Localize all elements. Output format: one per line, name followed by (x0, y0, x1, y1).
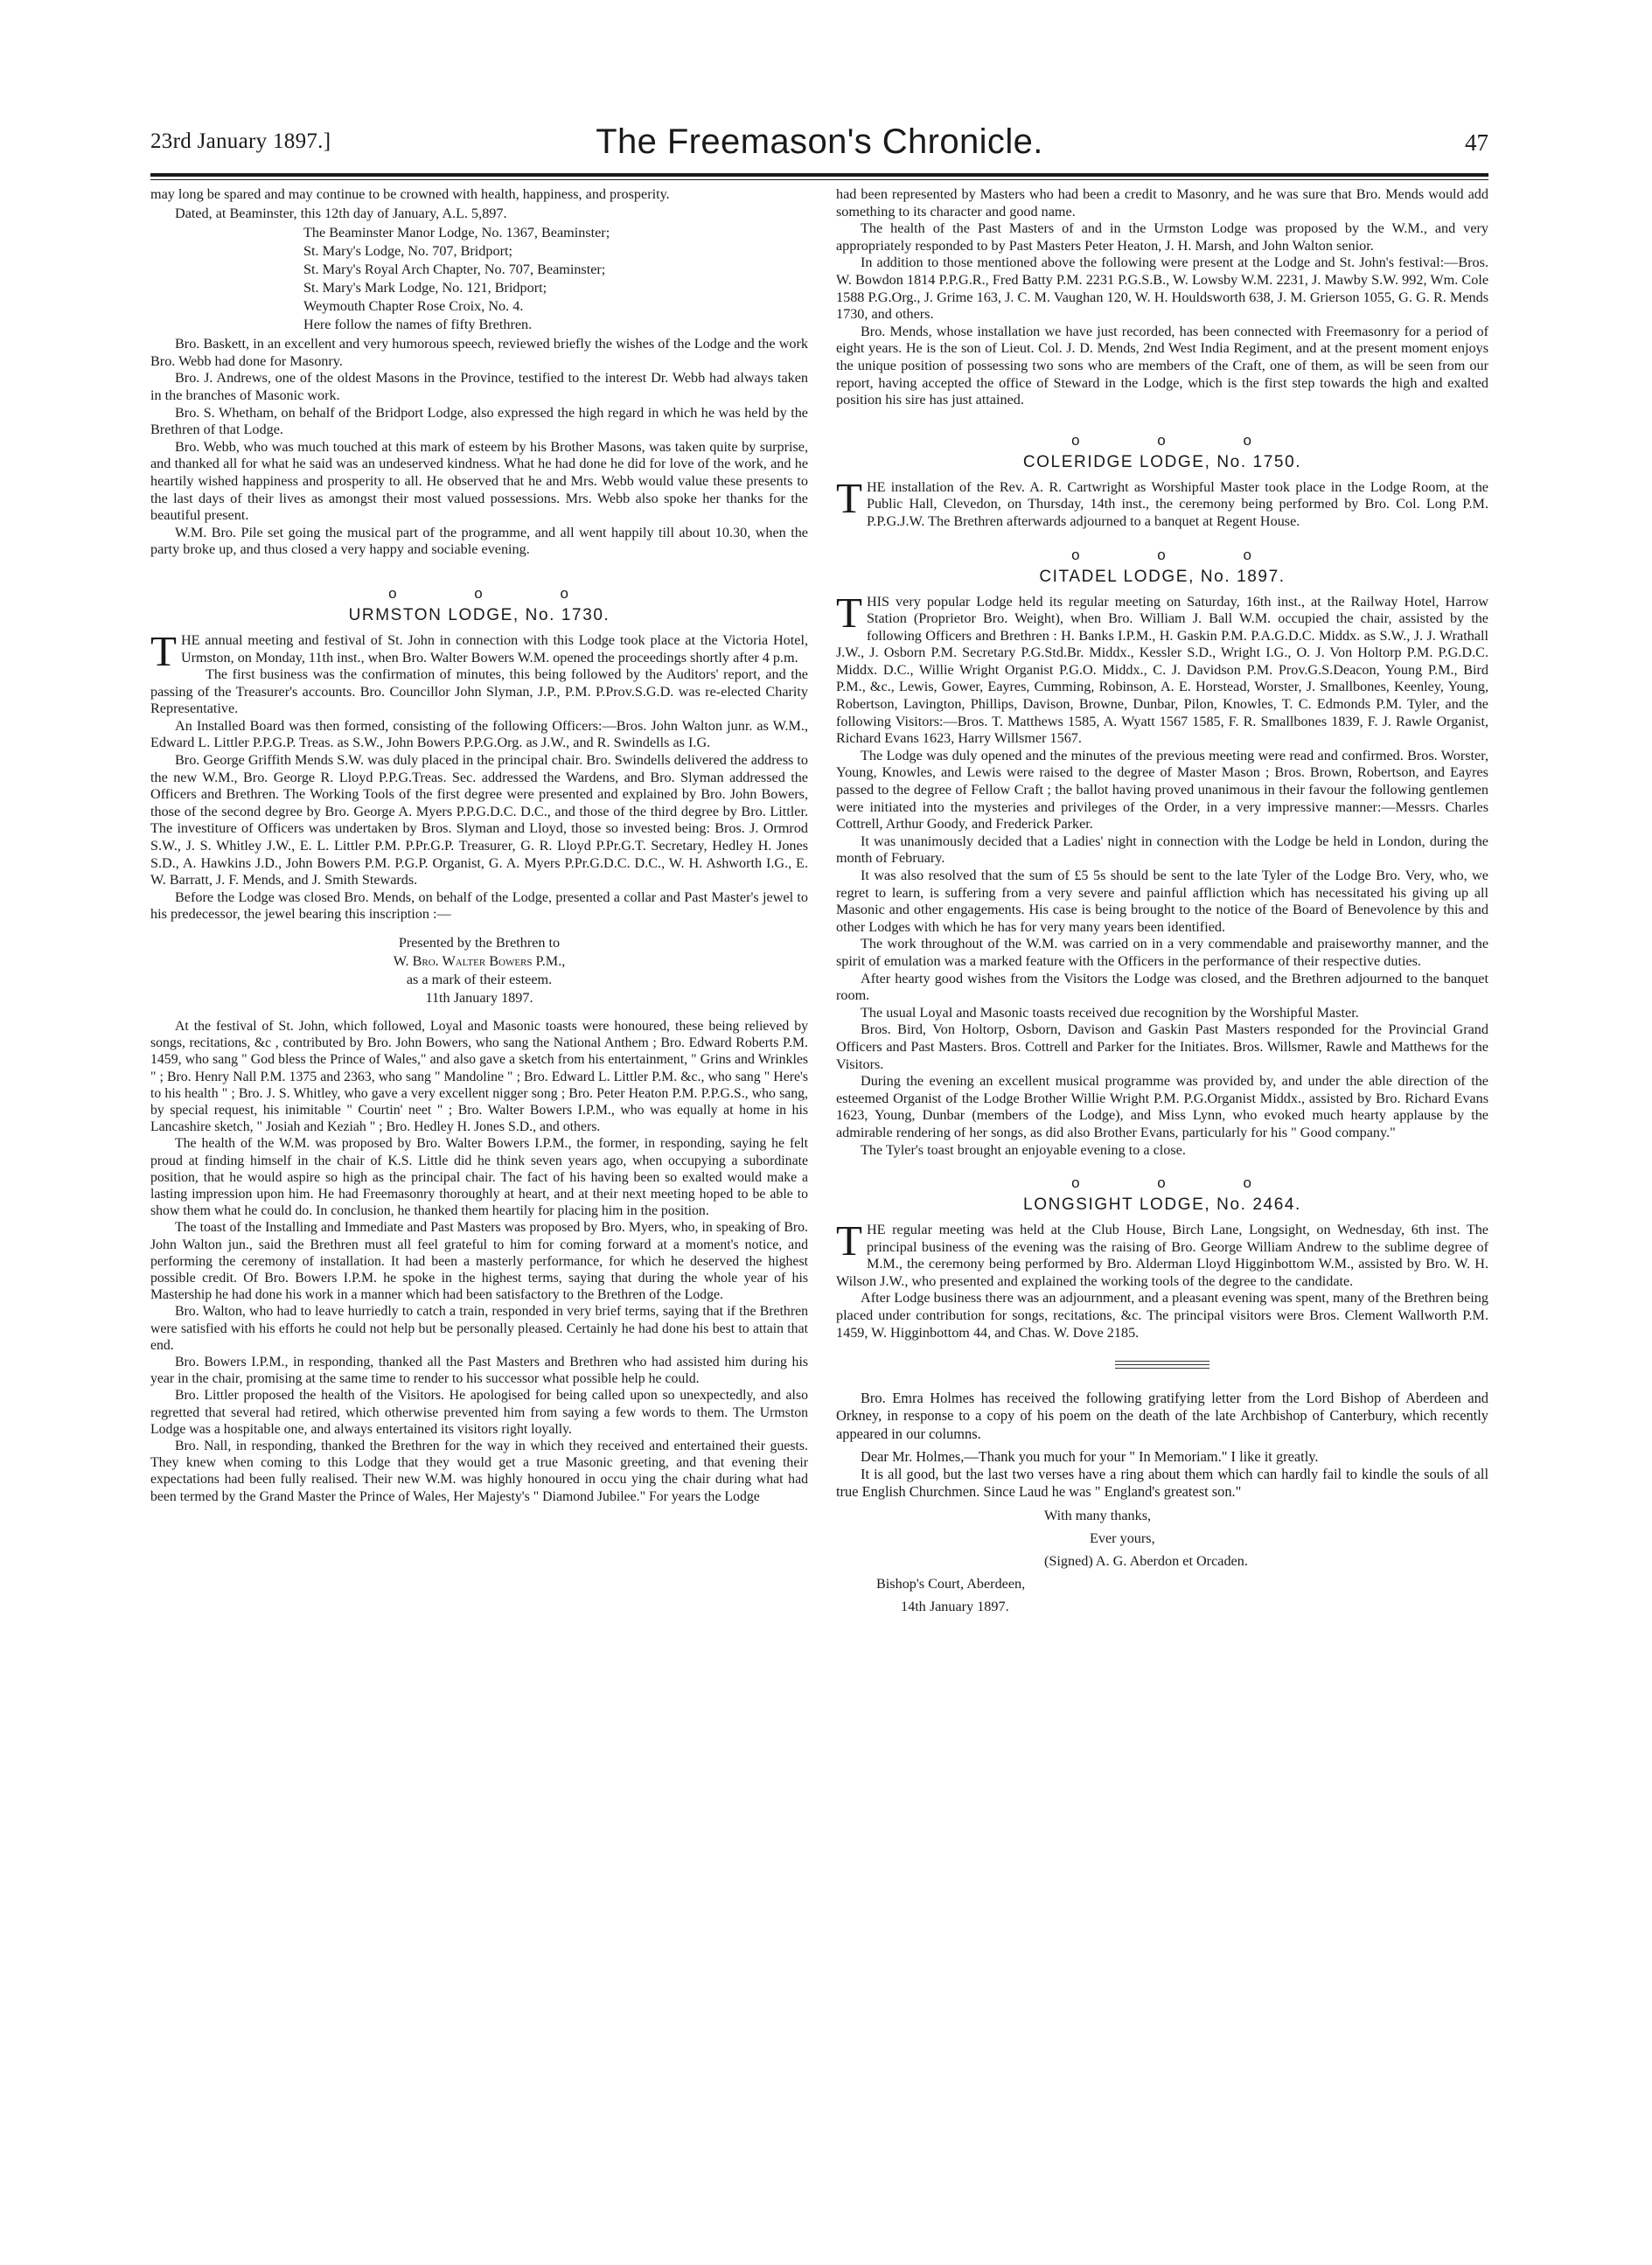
paragraph: W.M. Bro. Pile set going the musical part of the programme, and all went happily till about 10.30, when the party broke up, and thus closed a very happy and sociable evening. (150, 524, 808, 558)
letter-intro: Bro. Emra Holmes has received the following gratifying letter from the Lord Bishop of Aberdeen and Orkney, in response to a copy of his poem on the death of the late Archbishop of Canterbury, which recently appeared in our columns. (836, 1390, 1488, 1442)
paragraph: At the festival of St. John, which followed, Loyal and Masonic toasts were honoured, these being relieved by songs, recitations, &c , contributed by Bro. John Bowers, who sang the National Anthem ; Bro. Edward Roberts P.M. 1459, who sang " God bless the Prince of Wales," and also gave a sketch from his entertainment, " Grins and Wrinkles " ; Bro. Henry Nall P.M. 1375 and 2363, who sang " Mandoline " ; Bro. Edward L. Littler P.M. &c., who sang " Here's to his health " ; Bro. J. S. Whitley, who gave a very excellent nigger song ; Bro. Peter Heaton P.M. P.P.G.S., who sang, by special request, his inimitable " Courtin' neet " ; Bro. Walter Bowers I.P.M., who was equally at home in his Lancashire sketch, " Josiah and Keziah " ; Bro. Hedley H. Jones S.D., and others. (150, 1019, 808, 1135)
paragraph: The health of the W.M. was proposed by Bro. Walter Bowers I.P.M., the former, in responding, saying he felt proud at finding himself in the chair of K.S. Little did he think seven years ago, when occupying a subordinate position, that he would aspire so high as the principal chair. The fact of his having been so exalted would make a lasting impression upon him. He had Freemasonry thoroughly at heart, and at their next meeting hoped to be able to show them what he could do. In conclusion, he thanked them heartily for placing him in the position. (150, 1136, 808, 1219)
publication-title: The Freemason's Chronicle. (596, 122, 1043, 161)
paragraph-text: HE installation of the Rev. A. R. Cartwright as Worshipful Master took place in the Lodge Room, at the Public Hall, Clevedon, on Thursday, 14th inst., the ceremony being performed by Bro. Col. Long P.M. P.P.G.J.W. The Brethren afterwards adjourned to a banquet at Regent House. (866, 478, 1488, 529)
signatories-list (150, 224, 808, 334)
section-heading-urmston: URMSTON LODGE, No. 1730. (348, 605, 610, 624)
paragraph: The first business was the confirmation of minutes, this being followed by the Auditors' report, and the passing of the Treasurer's accounts. Bro. Councillor John Slyman, J.P., P.M. P.Prov.S.G.D. was re-elected Charity Representative. (150, 666, 808, 717)
signatory: St. Mary's Royal Arch Chapter, No. 707, Beaminster; (303, 261, 606, 278)
paragraph: It was unanimously decided that a Ladies' night in connection with the Lodge be held in London, during the month of February. (836, 833, 1488, 867)
drop-cap: T (836, 473, 862, 522)
paragraph: Bro. Webb, who was much touched at this mark of esteem by his Brother Masons, was taken quite by surprise, and thanked all for what he said was an undeserved kindness. What he had done he did for love of the work, and he heartily wished happiness and prosperity to all. He observed that he and Mrs. Webb would value these presents to the last days of their lives as amongst their most valued possessions. Mrs. Webb also spoke her thanks for the beautiful present. (150, 438, 808, 524)
inscription-line: W. Bro. Walter Bowers P.M., (393, 953, 566, 969)
paragraph: The health of the Past Masters of and in the Urmston Lodge was proposed by the W.M., and very appropriately responded to by Past Masters Peter Heaton, J. H. Marsh, and John Walton senior. (836, 220, 1488, 254)
paragraph: had been represented by Masters who had been a credit to Masonry, and he was sure that Bro. Mends would add something to its character and good name. (836, 186, 1488, 220)
paragraph: Bro. Nall, in responding, thanked the Brethren for the way in which they received and entertained their guests. They knew when coming to this Lodge that they would get a true Masonic greeting, and that evening their expectations had been fully realised. Their new W.M. was highly honoured in occu ying the chair during what had been termed by the Grand Master the Prince of Wales, Her Majesty's " Diamond Jubilee." For years the Lodge (150, 1439, 808, 1504)
page-number: 47 (1465, 129, 1488, 156)
paragraph: The Tyler's toast brought an enjoyable evening to a close. (861, 1141, 1186, 1158)
inscription-line: as a mark of their esteem. (406, 972, 553, 987)
paragraph: Bro. Baskett, in an excellent and very humorous speech, reviewed briefly the wishes of the Lodge and the work Bro. Webb had done for Masonry. (150, 336, 808, 369)
signatory: St. Mary's Lodge, No. 707, Bridport; (303, 243, 512, 260)
paragraph: Bro. George Griffith Mends S.W. was duly placed in the principal chair. Bro. Swindells delivered the address to the new W.M., Bro. George R. Lloyd P.P.G.Treas. Sec. addressed the Wardens, and Bro. Slyman addressed the Officers and Brethren. The Working Tools of the first degree were presented and explained by Bro. John Bowers, those of the second degree by Bro. George A. Myers P.P.G.D.C. D.C., and those of the third degree by Bro. Littler. The investiture of Officers was undertaken by Bros. Slyman and Lloyd, those so invested being: Bros. J. Ormrod S.W., J. S. Whitley J.W., E. L. Littler P.M. P.Pr.G.P. Treasurer, G. R. Lloyd P.Pr.G.T. Secretary, Hedley H. Jones S.D., A. Hawkins J.D., John Bowers P.M. P.G.P. Organist, G. A. Myers P.Pr.G.D.C. D.C., W. H. Ashworth I.G., E. W. Barratt, J. F. Mends, and J. Smith Stewards. (150, 752, 808, 889)
issue-date: 23rd January 1897.] (150, 129, 331, 153)
right-column (836, 186, 1488, 1616)
drop-cap: T (836, 588, 862, 637)
paragraph (836, 1216, 1488, 1290)
paragraph: In addition to those mentioned above the following were present at the Lodge and St. John's festival:—Bros. W. Bowdon 1814 P.P.G.R., Fred Batty P.M. 2231 P.G.S.B., W. Lowsby W.M. 2231, J. Mawby S.W. 992, Wm. Cole 1588 P.G.Org., J. Grime 163, J. C. M. Vaughan 120, W. H. Houldsworth 638, J. M. Grierson 1055, G. G. R. Mends 1730, and others. (836, 254, 1488, 323)
section-ornament: o o o (1071, 546, 1288, 563)
signatory: The Beaminster Manor Lodge, No. 1367, Beaminster; (303, 225, 610, 241)
section-heading-longsight: LONGSIGHT LODGE, No. 2464. (1023, 1195, 1301, 1215)
paragraph: The Lodge was duly opened and the minutes of the previous meeting were read and confirmed. Bros. Worster, Young, Knowles, and Lewis were raised to the degree of Master Mason ; Bros. Brown, Robertson, and Eayres passed to the degree of Fellow Craft ; the ballot having proved unanimous in their favour the following gentlemen were initiated into the mysteries and privileges of the Order, in a very impressive manner:—Messrs. Charles Cottrell, Arthur Goody, and Frederick Parker. (836, 747, 1488, 833)
letter-date: 14th January 1897. (901, 1599, 1009, 1615)
paragraph: Bro. S. Whetham, on behalf of the Bridport Lodge, also expressed the high regard in which he was held by the Brethren of that Lodge. (150, 404, 808, 438)
signatory: St. Mary's Mark Lodge, No. 121, Bridport; (303, 280, 547, 296)
masthead-rule-thin (150, 179, 1488, 180)
paragraph: It was also resolved that the sum of £5 5s should be sent to the late Tyler of the Lodge Bro. Very, who, we regret to learn, is suffering from a very severe and painful affliction which has necessitated his giving up all Masonic and other engagements. His case is being brought to the notice of the Board of Benevolence by this and other Lodges with which he has for very many years been identified. (836, 868, 1488, 935)
drop-cap: T (150, 626, 177, 675)
masthead-rule-thick (150, 173, 1488, 177)
signatory-note: Here follow the names of fifty Brethren. (303, 317, 533, 333)
paragraph: The toast of the Installing and Immediate and Past Masters was proposed by Bro. Myers, who, in speaking of Bro. John Walton jun., said the Brethren must all feel grateful to him for coming forward at a moment's notice, and performing the ceremony of installation. It had been a masterly performance, for which he deserved the highest possible credit. Of Bro. Bowers I.P.M. he spoke in the highest terms, saying that during the whole year of his Mastership he had done his work in a manner which had been satisfactory to the Brethren of the Lodge. (150, 1220, 808, 1303)
jewel-inscription (150, 934, 808, 1007)
inscription-line: 11th January 1897. (425, 990, 533, 1006)
paragraph: The usual Loyal and Masonic toasts received due recognition by the Worshipful Master. (861, 1004, 1359, 1021)
paragraph (836, 588, 1488, 748)
section-ornament: o o o (1071, 431, 1288, 449)
paragraph: Bro. J. Andrews, one of the oldest Masons in the Province, testified to the interest Dr. Webb had always taken in the branches of Masonic work. (150, 370, 808, 403)
paragraph: may long be spared and may continue to be crowned with health, happiness, and prosperity. (150, 186, 670, 202)
paragraph (836, 473, 1488, 531)
paragraph (150, 626, 808, 675)
paragraph: An Installed Board was then formed, consisting of the following Officers:—Bros. John Walton junr. as W.M., Edward L. Littler P.P.G.P. Treas. as S.W., John Bowers P.P.G.Org. as J.W., and R. Swindells as I.G. (150, 717, 808, 751)
paragraph: Bro. Bowers I.P.M., in responding, thanked all the Past Masters and Brethren who had assisted him during his year in the chair, promising at the same time to render to his successor what possible help he could. (150, 1355, 808, 1387)
inscription-line: Presented by the Brethren to (398, 935, 561, 951)
paragraph: The work throughout of the W.M. was carried on in a very commendable and praiseworthy manner, and the spirit of emulation was a marked feature with the Officers in the performance of their respective duties. (836, 936, 1488, 969)
paragraph-text: HIS very popular Lodge held its regular meeting on Saturday, 16th inst., at the Railway Hotel, Harrow Station (Proprietor Bro. Weight), when Bro. William J. Ball W.M. occupied the chair, assisted by the following Officers and Brethren : H. Banks I.P.M., H. Gaskin P.M. P.A.G.D.C. Middx. as S.W., J. J. Wrathall J.W., J. Osborn P.M. Secretary P.G.Std.Br. Middx., Kessler S.D., Wright I.G., O. J. Von Holtorp P.M. P.G.D.C. Middx. D.C., Willie Wright Organist P.G.O. Middx., C. J. Davidson P.M. Prov.G.S.Deacon, Young P.M., Bird P.M., &c., Lewis, Gower, Eayres, Cumming, Robinson, A. E. Horstead, Worster, J. Smallbones, Keenley, Young, Robertson, Lavington, Phillips, Davison, Browne, Dunbar, Pilon, Knowles, T. C. Edmonds P.M. Tyler, and the following Visitors:—Bros. T. Matthews 1585, A. Wyatt 1567 1585, F. R. Smallbones 1839, F. J. Rawle Organist, Richard Evans 1623, Harry Willsmer 1567. (836, 593, 1488, 747)
section-divider (1115, 1361, 1209, 1369)
paragraph-text: HE annual meeting and festival of St. John in connection with this Lodge took place at the Victoria Hotel, Urmston, on Monday, 11th inst., when Bro. Walter Bowers W.M. opened the proceedings shortly after 4 p.m. (180, 631, 808, 666)
paragraph: After Lodge business there was an adjournment, and a pleasant evening was spent, many of the Brethren being placed under contribution for songs, recitations, &c. The principal visitors were Bros. Clement Wallworth P.M. 1459, W. Higginbottom 44, and Chas. W. Dove 2185. (836, 1290, 1488, 1341)
paragraph: Bro. Mends, whose installation we have just recorded, has been connected with Freemasonry for a period of eight years. He is the son of Lieut. Col. J. D. Mends, 2nd West India Regiment, and at the present moment enjoys the unique position of possessing two sons who are members of the Craft, one of them, as will be seen from our report, having accepted the office of Steward in the Lodge, which is the first step towards the high and exalted position his sire has just attained. (836, 323, 1488, 408)
letter-closing: Ever yours, (1090, 1530, 1155, 1547)
paragraph: Bro. Walton, who had to leave hurriedly to catch a train, responded in very brief terms, saying that if the Brethren were satisfied with his efforts he could not help but be personally pleased. Certainly he had done his best to attain that end. (150, 1304, 808, 1353)
paragraph: Bro. Littler proposed the health of the Visitors. He apologised for being called upon so unexpectedly, and also regretted that several had retired, which otherwise prevented him from saying a few words to them. The Urmston Lodge was a hospitable one, and always entertained its visitors right loyally. (150, 1388, 808, 1437)
paragraph: During the evening an excellent musical programme was provided by, and under the able direction of the esteemed Organist of the Lodge Brother Willie Wright P.M. P.G.Organist Middx., assisted by Bro. Richard Evans 1623, Young, Dunbar (members of the Lodge), and Miss Lynn, who evoked much hearty applause by the admirable rendering of her songs, as did also Brother Evans, particularly for his " Good company." (836, 1073, 1488, 1140)
section-ornament: o o o (388, 584, 605, 602)
dated-line: Dated, at Beaminster, this 12th day of January, A.L. 5,897. (175, 205, 507, 221)
letter-closing: With many thanks, (1044, 1508, 1152, 1524)
letter-paragraph: Dear Mr. Holmes,—Thank you much for your " In Memoriam." I like it greatly. (861, 1447, 1319, 1465)
paragraph: After hearty good wishes from the Visitors the Lodge was closed, and the Brethren adjourned to the banquet room. (836, 970, 1488, 1004)
masthead (150, 122, 1488, 171)
drop-cap: T (836, 1216, 862, 1265)
left-column (150, 186, 808, 1505)
paragraph: Before the Lodge was closed Bro. Mends, on behalf of the Lodge, presented a collar and Past Master's jewel to his predecessor, the jewel bearing this inscription :— (150, 889, 808, 923)
paragraph: Bros. Bird, Von Holtorp, Osborn, Davison and Gaskin Past Masters responded for the Provincial Grand Officers and Past Masters. Bros. Cottrell and Parker for the Initiates. Bros. Willsmer, Rawle and Matthews for the Visitors. (836, 1021, 1488, 1072)
signatory: Weymouth Chapter Rose Croix, No. 4. (303, 298, 524, 315)
section-heading-citadel: CITADEL LODGE, No. 1897. (1039, 567, 1286, 586)
letter-place: Bishop's Court, Aberdeen, (876, 1576, 1026, 1592)
paragraph-text: HE regular meeting was held at the Club House, Birch Lane, Longsight, on Wednesday, 6th inst. The principal business of the evening was the raising of Bro. George William Andrew to the sublime degree of M.M., the ceremony being performed by Bro. Alderman Lloyd Higginbottom W.M., assisted by Bro. W. H. Wilson J.W., who presented and explained the working tools of the degree to the candidate. (836, 1222, 1488, 1289)
letter-paragraph: It is all good, but the last two verses have a ring about them which can hardly fail to kindle the souls of all true English Churchmen. Since Laud he was " England's greatest son." (836, 1466, 1488, 1501)
section-ornament: o o o (1071, 1174, 1288, 1192)
section-heading-coleridge: COLERIDGE LODGE, No. 1750. (1022, 452, 1302, 471)
letter-signature: (Signed) A. G. Aberdon et Orcaden. (1044, 1553, 1248, 1570)
